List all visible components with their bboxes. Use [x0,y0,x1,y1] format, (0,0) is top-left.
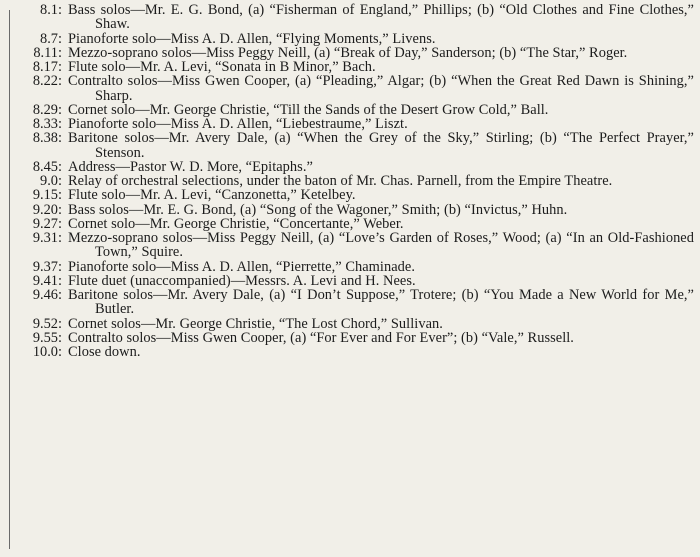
entry-description: Flute solo—Mr. A. Levi, “Sonata in B Minor,” Bach. [68,59,376,75]
margin-rule [9,10,10,549]
programme-entry [18,131,694,160]
entry-description: Relay of orchestral selections, under the baton of Mr. Chas. Parnell, from the Empire Theatre. [68,173,613,189]
entry-description: Bass solos—Mr. E. G. Bond, (a) “Fisherman of England,” Phillips; (b) “Old Clothes and Fine Clothes,” Shaw. [68,2,694,33]
entry-description: Cornet solo—Mr. George Christie, “Concertante,” Weber. [68,215,404,232]
programme-entry [18,231,694,260]
entry-description: Baritone solos—Mr. Avery Dale, (a) “When the Grey of the Sky,” Stirling; (b) “The Perfect Prayer,” Stenson. [68,130,694,161]
programme-entry [18,60,694,74]
entry-description: Mezzo-soprano solos—Miss Peggy Neill, (a) “Break of Day,” Sanderson; (b) “The Star,” Roger. [68,44,628,61]
entry-time: 8.29: [32,101,62,118]
entry-time: 9.37: [32,258,62,275]
entry-description: Contralto solos—Miss Gwen Cooper, (a) “For Ever and For Ever”; (b) “Vale,” Russell. [68,329,574,346]
entry-time: 9.41: [32,272,62,289]
entry-time: 9.55: [32,329,62,346]
entry-description: Pianoforte solo—Miss A. D. Allen, “Flying Moments,” Livens. [68,30,436,47]
programme-entry [18,103,694,117]
programme-entry [18,274,694,288]
entry-time: 8.11: [33,44,62,61]
entry-time: 9.15: [32,187,62,204]
programme-listing [18,3,694,359]
programme-entry [18,317,694,331]
entry-time: 8.33: [32,116,62,132]
programme-entry [18,288,694,317]
entry-time: 8.22: [32,73,62,90]
programme-entry [18,32,694,46]
programme-entry [18,174,694,188]
entry-time: 9.20: [32,201,62,218]
entry-time: 9.0: [40,173,62,189]
programme-entry [18,160,694,174]
programme-entry [18,117,694,131]
entry-time: 8.38: [32,130,62,147]
programme-entry [18,217,694,231]
entry-description: Cornet solo—Mr. George Christie, “Till the Sands of the Desert Grow Cold,” Ball. [68,101,549,118]
entry-time: 9.52: [32,315,62,332]
entry-description: Bass solos—Mr. E. G. Bond, (a) “Song of the Wagoner,” Smith; (b) “Invictus,” Huhn. [68,201,568,218]
programme-entry [18,46,694,60]
programme-entry [18,260,694,274]
programme-entry [18,345,694,359]
entry-description: Flute solo—Mr. A. Levi, “Canzonetta,” Ketelbey. [68,187,356,204]
entry-description: Close down. [68,344,141,360]
entry-description: Baritone solos—Mr. Avery Dale, (a) “I Don’t Suppose,” Trotere; (b) “You Made a New World for Me,” Butler. [68,287,694,318]
entry-time: 8.17: [32,59,62,75]
entry-time: 8.7: [40,30,62,47]
entry-description: Address—Pastor W. D. More, “Epitaphs.” [68,158,313,175]
entry-description: Cornet solos—Mr. George Christie, “The Lost Chord,” Sullivan. [68,315,443,332]
programme-entry [18,3,694,32]
entry-time: 9.27: [32,215,62,232]
entry-time: 8.45: [32,158,62,175]
entry-time: 8.1: [40,2,62,18]
entry-description: Pianoforte solo—Miss A. D. Allen, “Pierrette,” Chaminade. [68,258,415,275]
programme-entry [18,331,694,345]
entry-description: Contralto solos—Miss Gwen Cooper, (a) “Pleading,” Algar; (b) “When the Great Red Dawn is Shining,” Sharp. [68,73,694,104]
entry-time: 9.46: [32,287,62,303]
entry-description: Flute duet (unaccompanied)—Messrs. A. Levi and H. Nees. [68,272,416,289]
entry-time: 10.0: [32,344,62,360]
programme-entry [18,203,694,217]
entry-description: Pianoforte solo—Miss A. D. Allen, “Liebestraume,” Liszt. [68,116,408,132]
programme-entry [18,188,694,202]
programme-entry [18,74,694,103]
entry-time: 9.31: [32,230,62,246]
entry-description: Mezzo-soprano solos—Miss Peggy Neill, (a) “Love’s Garden of Roses,” Wood; (a) “In an Old-Fashioned Town,” Squire. [68,230,694,261]
